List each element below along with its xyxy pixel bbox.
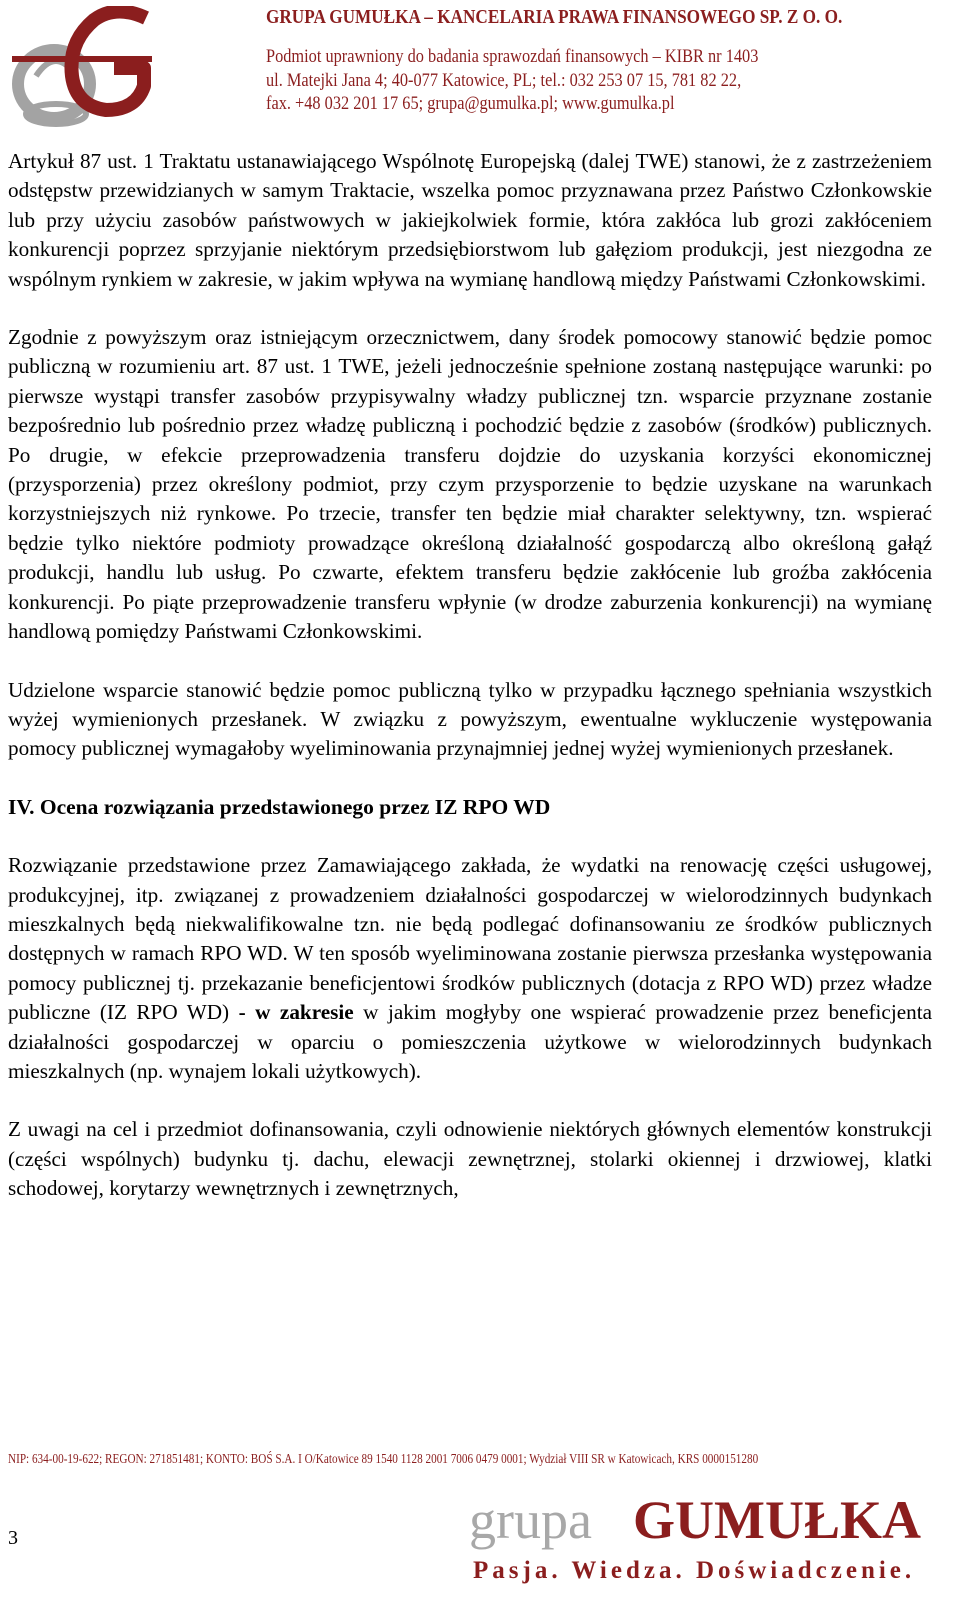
paragraph-4 [8, 851, 932, 1086]
page-number: 3 [8, 1527, 18, 1549]
header-address: ul. Matejki Jana 4; 40-077 Katowice, PL; tel.: 032 253 07 15, 781 82 22, [266, 70, 742, 91]
footer-brand-logo [465, 1480, 935, 1615]
brand-bold-text: GUMUŁKA [633, 1490, 921, 1550]
paragraph-1: Artykuł 87 ust. 1 Traktatu ustanawiającego Wspólnotę Europejską (dalej TWE) stanowi, że z zastrzeżeniem odstępstw przewidzianych w samym Traktacie, wszelka pomoc przyznawana przez Państwo Członkowskie lub przy użyciu zasobów państwowych w jakiejkolwiek formie, która zakłóca lub grozi zakłóceniem konkurencji poprzez sprzyjanie niektórym przedsiębiorstwom lub gałęziom produkcji, jest niezgodna ze wspólnym rynkiem w zakresie, w jakim wpływa na wymianę handlową między Państwami Członkowskimi. [8, 149, 932, 291]
section-heading: IV. Ocena rozwiązania przedstawionego przez IZ RPO WD [8, 794, 551, 819]
company-logo [6, 6, 156, 130]
document-body [8, 147, 932, 1204]
paragraph-4-text-a: Rozwiązanie przedstawione przez Zamawiającego zakłada, że wydatki na renowację części usługowej, produkcyjnej, itp. związanej z prowadzeniem działalności gospodarczej w wielorodzinnych budynkach mieszkalnych będą niekwalifikowalne tzn. nie będą podlegać dofinansowaniu ze środków publicznych dostępnych w ramach RPO WD. W ten sposób wyeliminowana zostanie pierwsza przesłanka występowania pomocy publicznej tj. przekazanie beneficjentowi środków publicznych (dotacja z RPO WD) przez władze publiczne (IZ RPO WD) [8, 853, 932, 1025]
paragraph-2: Zgodnie z powyższym oraz istniejącym orzecznictwem, dany środek pomocowy stanowić będzie pomoc publiczną w rozumieniu art. 87 ust. 1 TWE, jeżeli jednocześnie spełnione zostaną następujące warunki: po pierwsze wystąpi transfer zasobów przypisywalny władzy publicznej tzn. wsparcie przyznane zostanie bezpośrednio lub pośrednio przez władzę publiczną i pochodzić będzie z zasobów (środków) publicznych. Po drugie, w efekcie przeprowadzenia transferu dojdzie do uzyskania korzyści ekonomicznej (przysporzenia) przez określony podmiot, przy czym przysporzenie to będzie uzyskane na warunkach korzystniejszych niż rynkowe. Po trzecie, transfer ten będzie miał charakter selektywny, tzn. wspierać będzie tylko niektóre podmioty prowadzące określoną działalność gospodarczą albo określoną gałąź produkcji, handlu lub usług. Po czwarte, efektem transferu będzie zakłócenie lub groźba zakłócenia konkurencji. Po piąte przeprowadzenie transferu wpłynie (w drodze zaburzenia konkurencji) na wymianę handlową pomiędzy Państwami Członkowskimi. [8, 325, 932, 644]
header-contact: fax. +48 032 201 17 65; grupa@gumulka.pl; www.gumulka.pl [266, 93, 675, 114]
letterhead [0, 0, 960, 140]
brand-tagline: Pasja. Wiedza. Doświadczenie. [473, 1557, 916, 1584]
paragraph-3: Udzielone wsparcie stanowić będzie pomoc publiczną tylko w przypadku łącznego spełniania wszystkich wyżej wymienionych przesłanek. W związku z powyższym, ewentualne wykluczenie występowania pomocy publicznej wymagałoby wyeliminowania przynajmniej jednej wyżej wymienionych przesłanek. [8, 677, 932, 761]
footer-registry: NIP: 634-00-19-622; REGON: 271851481; KONTO: BOŚ S.A. I O/Katowice 89 1540 1128 2001 7006 0479 0001; Wydział VIII SR w Katowicach, KRS 0000151280 [8, 1452, 759, 1467]
header-accreditation: Podmiot uprawniony do badania sprawozdań finansowych – KIBR nr 1403 [266, 46, 759, 67]
paragraph-4-text-b: w jakim mogłyby one wspierać prowadzenie przez beneficjenta działalności gospodarczej w oparciu o pomieszczenia użytkowe w wielorodzinnych budynkach mieszkalnych (np. wynajem lokali użytkowych). [8, 1000, 932, 1083]
brand-light-text: grupa [469, 1490, 592, 1550]
company-name: GRUPA GUMUŁKA – KANCELARIA PRAWA FINANSOWEGO SP. Z O. O. [266, 6, 843, 28]
paragraph-4-bold: - w zakresie [238, 1000, 354, 1025]
paragraph-5: Z uwagi na cel i przedmiot dofinansowania, czyli odnowienie niektórych głównych elementów konstrukcji (części wspólnych) budynku tj. dachu, elewacji zewnętrznej, stolarki okiennej i drzwiowej, klatki schodowej, korytarzy wewnętrznych i zewnętrznych, [8, 1117, 932, 1201]
